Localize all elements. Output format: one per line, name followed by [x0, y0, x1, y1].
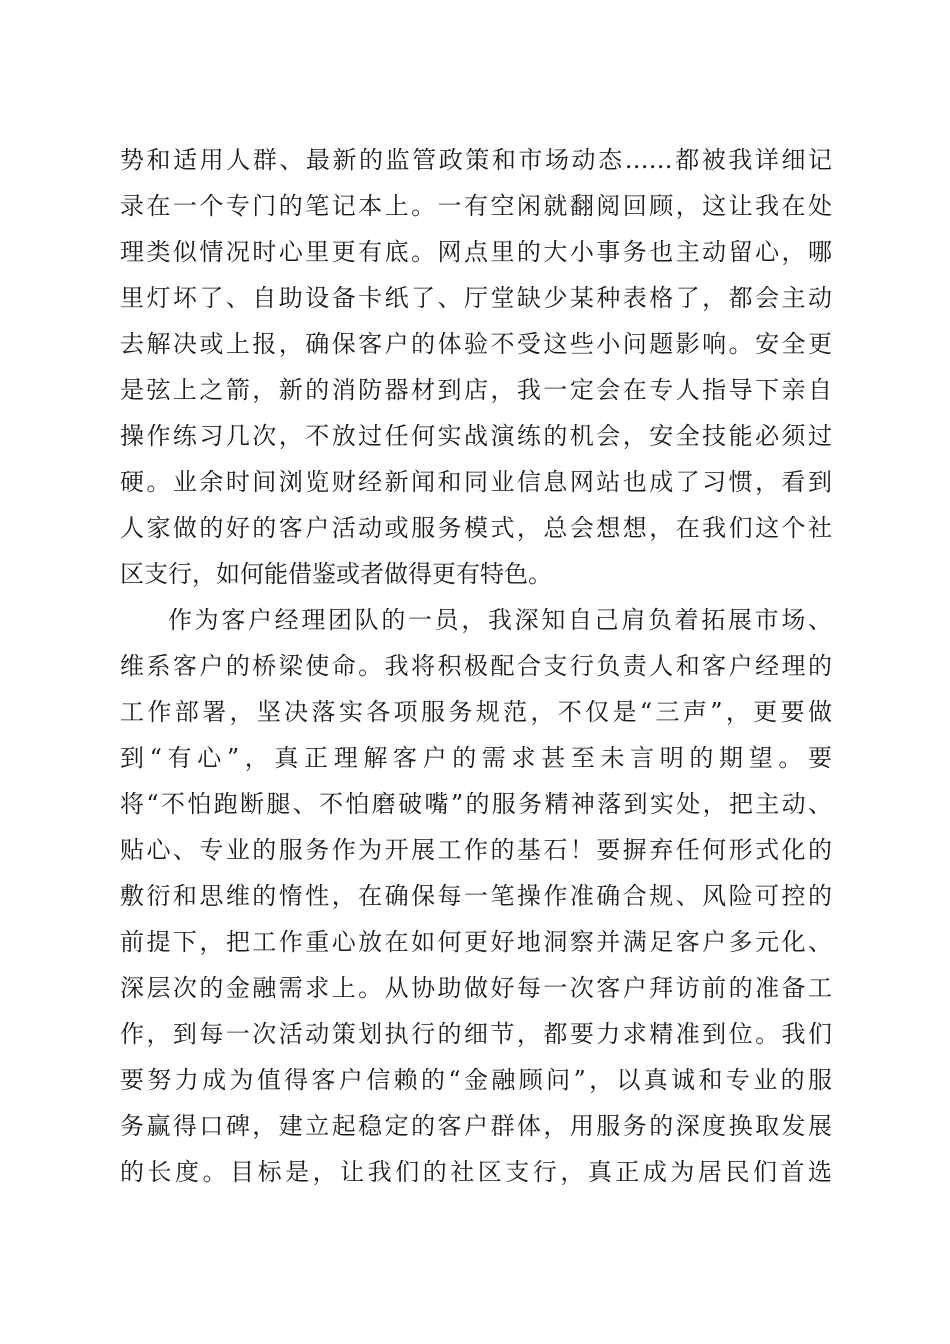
text-line: 人家做的好的客户活动或服务模式，总会想想，在我们这个社	[120, 514, 832, 542]
text-line: 要努力成为值得客户信赖的“金融顾问”，以真诚和专业的服	[120, 1066, 832, 1094]
text-line: 操作练习几次，不放过任何实战演练的机会，安全技能必须过	[120, 422, 832, 450]
text-line: 贴心、专业的服务作为开展工作的基石！要摒弃任何形式化的	[120, 836, 832, 864]
text-line: 工作部署，坚决落实各项服务规范，不仅是“三声”，更要做	[120, 698, 832, 726]
text-line: 敷衍和思维的惰性，在确保每一笔操作准确合规、风险可控的	[120, 882, 832, 910]
text-line: 将“不怕跑断腿、不怕磨破嘴”的服务精神落到实处，把主动、	[120, 790, 832, 818]
text-line: 势和适用人群、最新的监管政策和市场动态……都被我详细记	[120, 146, 832, 174]
text-line: 区支行，如何能借鉴或者做得更有特色。	[120, 560, 552, 588]
text-line: 维系客户的桥梁使命。我将积极配合支行负责人和客户经理的	[120, 652, 832, 680]
text-line: 作，到每一次活动策划执行的细节，都要力求精准到位。我们	[120, 1020, 832, 1048]
text-line: 务赢得口碑，建立起稳定的客户群体，用服务的深度换取发展	[120, 1112, 832, 1140]
text-line: 是弦上之箭，新的消防器材到店，我一定会在专人指导下亲自	[120, 376, 832, 404]
text-line: 硬。业余时间浏览财经新闻和同业信息网站也成了习惯，看到	[120, 468, 832, 496]
text-line: 里灯坏了、自助设备卡纸了、厅堂缺少某种表格了，都会主动	[120, 284, 832, 312]
text-line: 理类似情况时心里更有底。网点里的大小事务也主动留心，哪	[120, 238, 832, 266]
text-line: 前提下，把工作重心放在如何更好地洞察并满足客户多元化、	[120, 928, 832, 956]
text-line: 的长度。目标是，让我们的社区支行，真正成为居民们首选	[120, 1158, 832, 1186]
text-line: 录在一个专门的笔记本上。一有空闲就翻阅回顾，这让我在处	[120, 192, 832, 220]
paragraph-first-line: 作为客户经理团队的一员，我深知自己肩负着拓展市场、	[168, 606, 832, 634]
text-line: 深层次的金融需求上。从协助做好每一次客户拜访前的准备工	[120, 974, 832, 1002]
text-line: 到“有心”，真正理解客户的需求甚至未言明的期望。要	[120, 744, 832, 772]
text-line: 去解决或上报，确保客户的体验不受这些小问题影响。安全更	[120, 330, 832, 358]
